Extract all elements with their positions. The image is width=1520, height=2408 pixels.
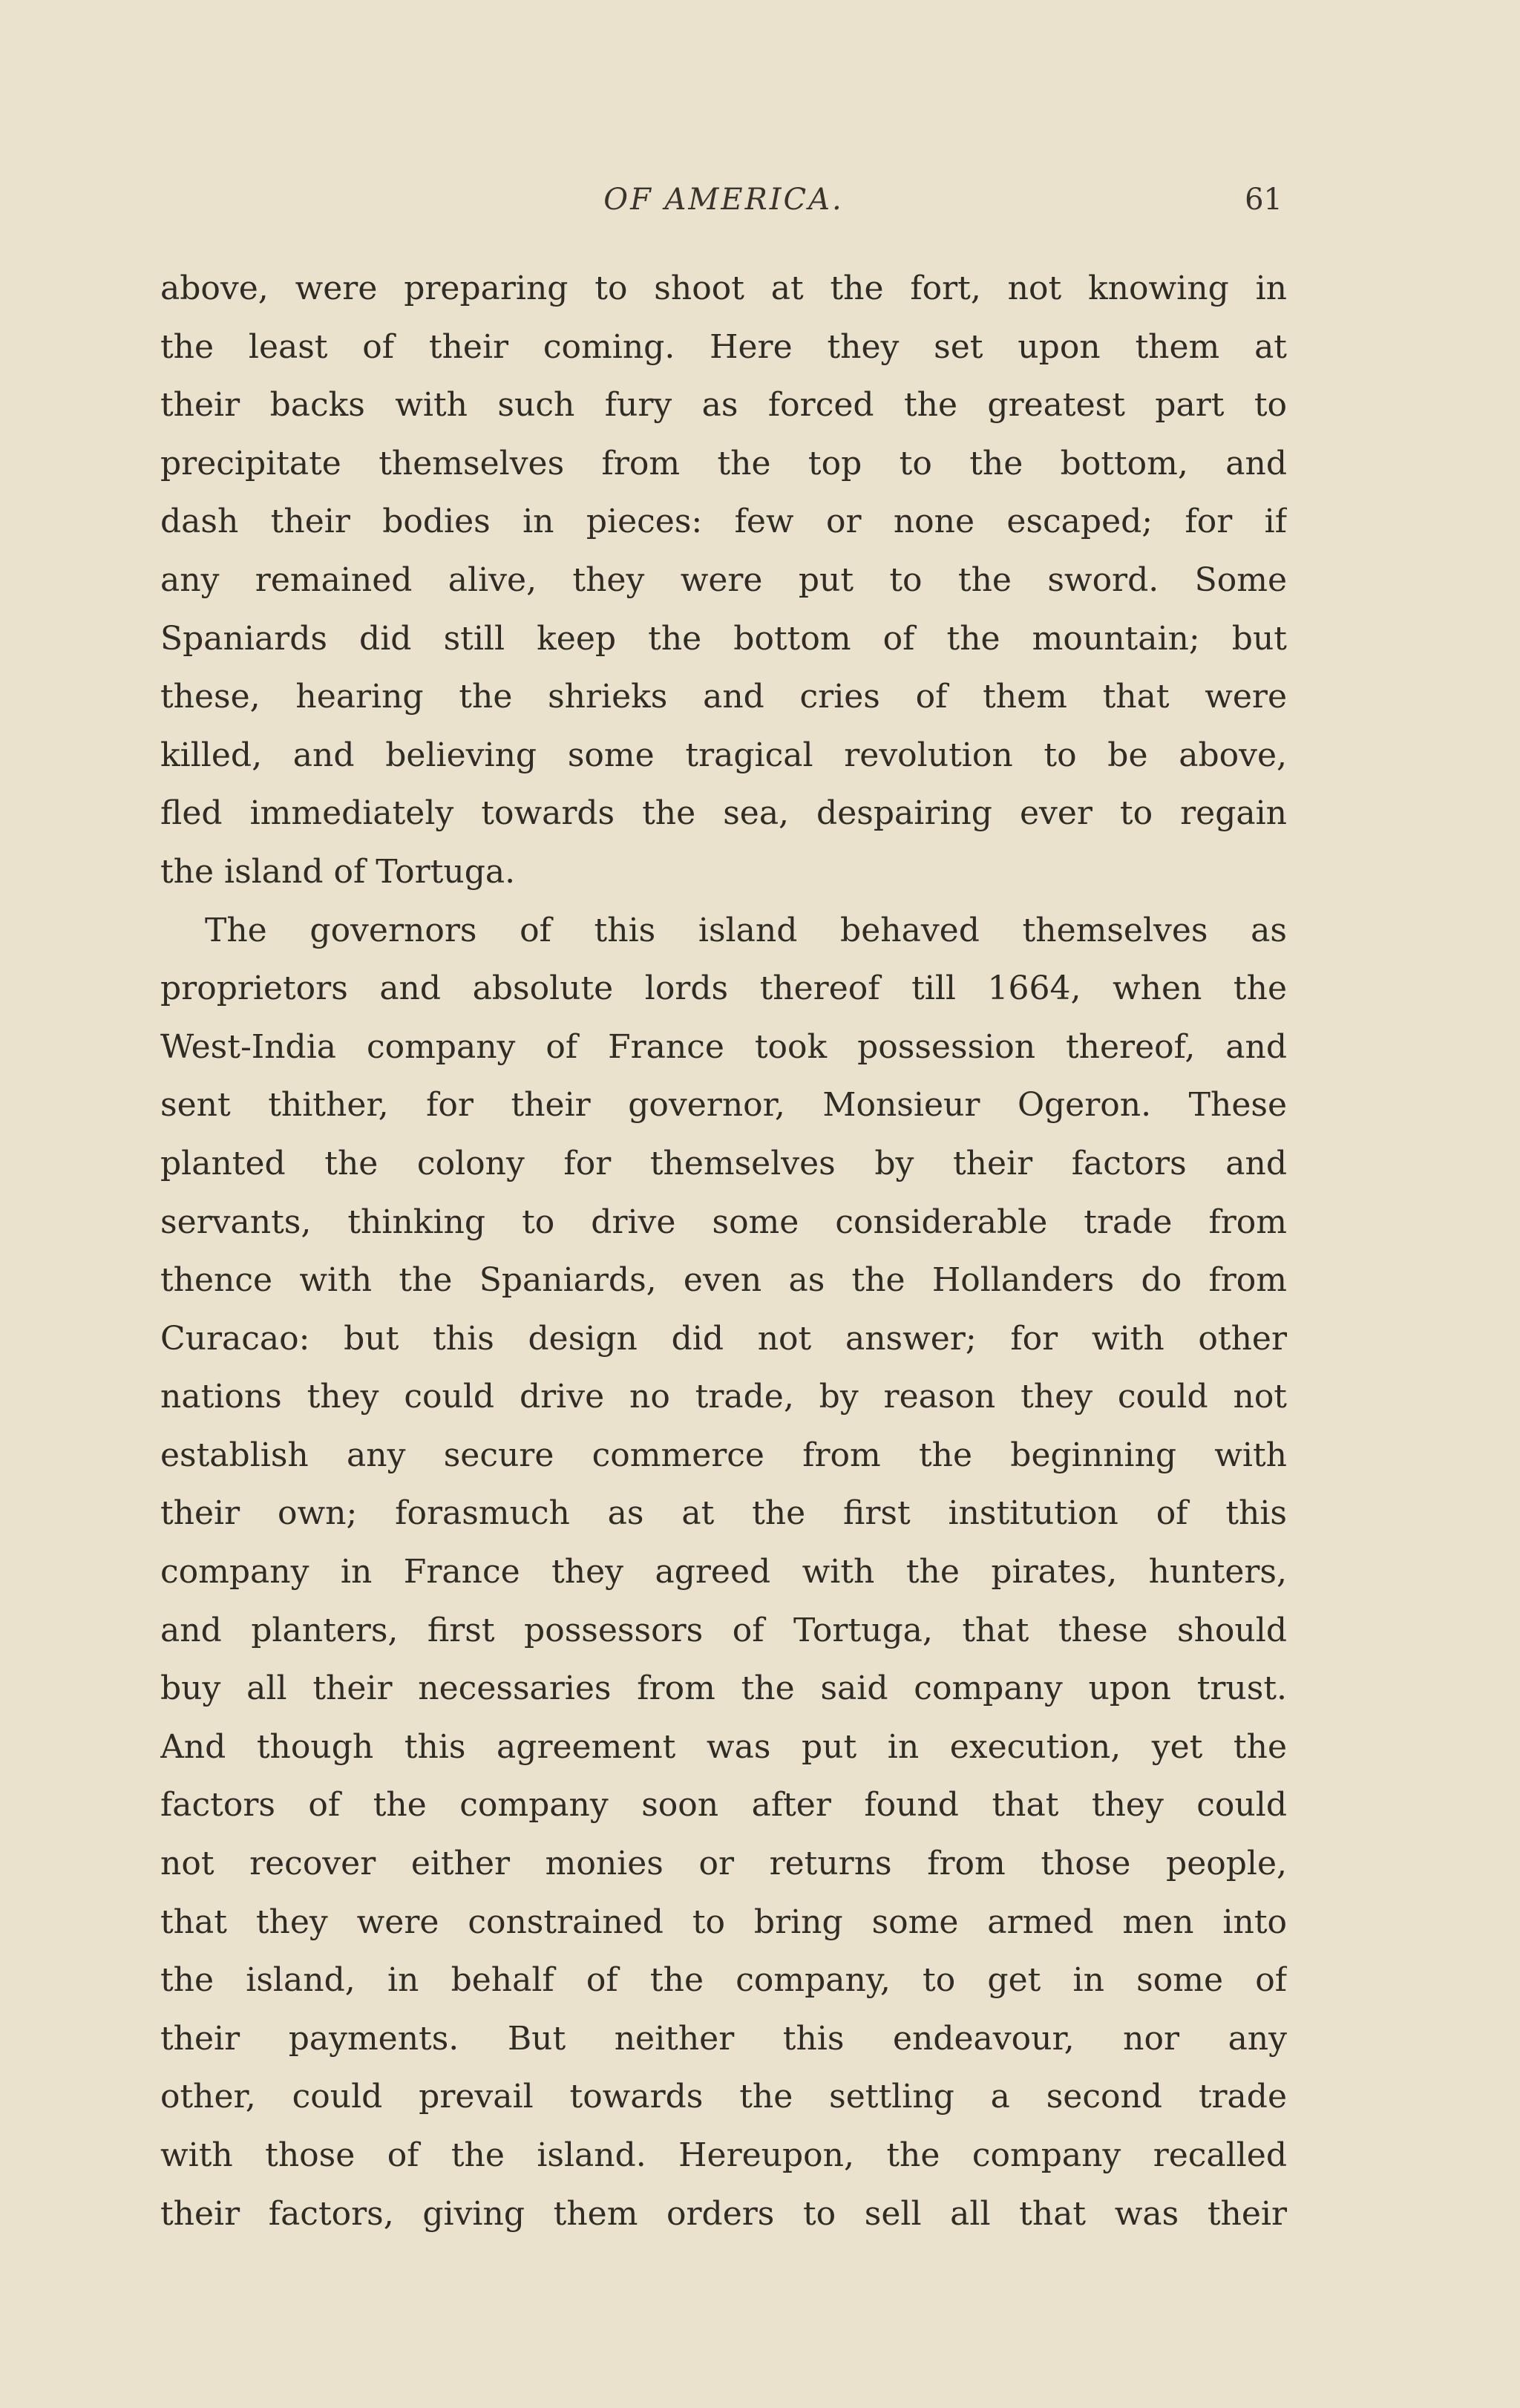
text-line: the least of their coming. Here they set upon them at bbox=[160, 327, 1287, 366]
text-line: their backs with such fury as forced the greatest part to bbox=[160, 386, 1287, 425]
page-header bbox=[156, 183, 1291, 227]
text-line: sent thither, for their governor, Monsieur Ogeron. These bbox=[160, 1086, 1287, 1125]
text-line: Spaniards did still keep the bottom of the mountain; but bbox=[160, 619, 1287, 658]
text-line: the island of Tortuga. bbox=[160, 852, 516, 891]
text-line: nations they could drive no trade, by reason they could not bbox=[160, 1378, 1287, 1416]
text-line: that they were constrained to bring some armed men into bbox=[160, 1902, 1287, 1941]
text-line: proprietors and absolute lords thereof till 1664, when the bbox=[160, 969, 1287, 1008]
text-line: planted the colony for themselves by their factors and bbox=[160, 1144, 1287, 1182]
page-number: 61 bbox=[1245, 183, 1282, 217]
paragraph bbox=[160, 902, 1287, 2244]
text-line: and planters, first possessors of Tortuga, that these should bbox=[160, 1611, 1287, 1649]
text-line: thence with the Spaniards, even as the Hollanders do from bbox=[160, 1261, 1287, 1300]
text-line: not recover either monies or returns from those people, bbox=[160, 1845, 1287, 1883]
text-line: the island, in behalf of the company, to get in some of bbox=[160, 1961, 1287, 2000]
text-line: buy all their necessaries from the said company upon trust. bbox=[160, 1669, 1287, 1708]
text-line: precipitate themselves from the top to the bottom, and bbox=[160, 444, 1287, 482]
text-line: West-India company of France took possession thereof, and bbox=[160, 1027, 1287, 1066]
text-line: establish any secure commerce from the beginning with bbox=[160, 1436, 1287, 1474]
text-line: their factors, giving them orders to sell all that was their bbox=[160, 2194, 1287, 2233]
text-line: dash their bodies in pieces: few or none escaped; for if bbox=[160, 503, 1287, 541]
body-text bbox=[160, 260, 1287, 2243]
text-line: company in France they agreed with the pirates, hunters, bbox=[160, 1553, 1287, 1591]
text-line: Curacao: but this design did not answer; for with other bbox=[160, 1319, 1287, 1358]
text-line: factors of the company soon after found that they could bbox=[160, 1786, 1287, 1825]
text-line: other, could prevail towards the settling a second trade bbox=[160, 2078, 1287, 2116]
text-line: fled immediately towards the sea, despairing ever to regain bbox=[160, 794, 1287, 833]
text-line: servants, thinking to drive some considerable trade from bbox=[160, 1203, 1287, 1241]
text-line: these, hearing the shrieks and cries of them that were bbox=[160, 678, 1287, 716]
text-line: killed, and believing some tragical revolution to be above, bbox=[160, 736, 1287, 774]
text-line: their payments. But neither this endeavour, nor any bbox=[160, 2019, 1287, 2058]
text-line: any remained alive, they were put to the sword. Some bbox=[160, 560, 1287, 599]
running-title: OF AMERICA. bbox=[603, 183, 844, 217]
text-line: The governors of this island behaved themselves as bbox=[205, 911, 1287, 949]
text-line: And though this agreement was put in execution, yet the bbox=[160, 1727, 1287, 1766]
paragraph bbox=[160, 260, 1287, 902]
text-line: above, were preparing to shoot at the fort, not knowing in bbox=[160, 269, 1287, 307]
text-line: with those of the island. Hereupon, the company recalled bbox=[160, 2136, 1287, 2174]
text-line: their own; forasmuch as at the first institution of this bbox=[160, 1494, 1287, 1533]
